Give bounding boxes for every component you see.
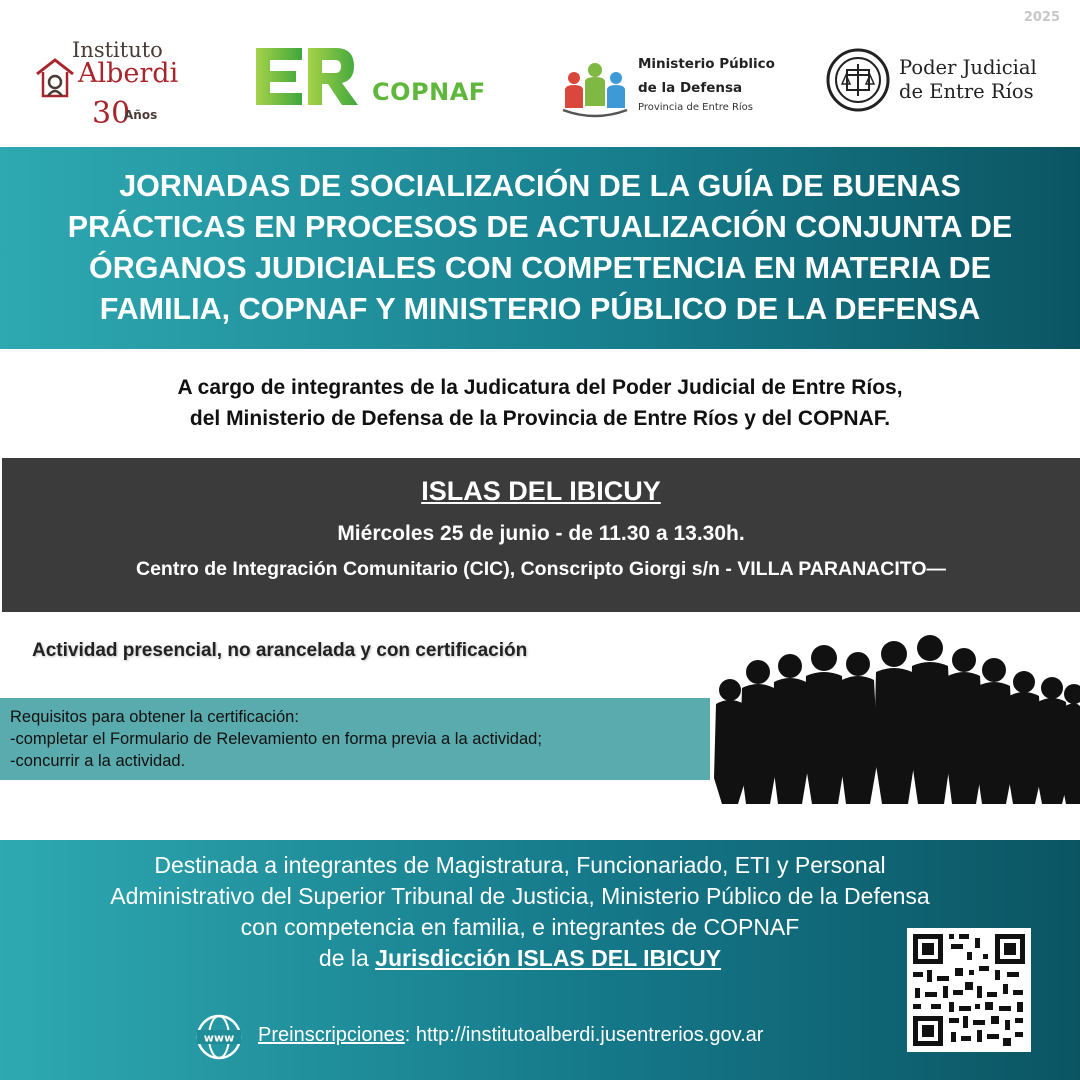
qr-code[interactable]	[907, 928, 1031, 1052]
requirement-item: -completar el Formulario de Relevamiento en forma previa a la actividad;	[10, 730, 542, 748]
requirement-item: -concurrir a la actividad.	[10, 752, 186, 770]
event-place: ISLAS DEL IBICUY	[421, 476, 661, 506]
instituto-alberdi-logo	[34, 38, 204, 130]
preinscripciones-label[interactable]: Preinscripciones	[258, 1024, 405, 1046]
pj-line1: Poder Judicial	[899, 56, 1037, 79]
judicial-seal-icon	[826, 48, 890, 112]
event-location: Centro de Integración Comunitario (CIC), Conscripto Giorgi s/n - VILLA PARANACITO—	[136, 558, 946, 580]
title-line: JORNADAS DE SOCIALIZACIÓN DE LA GUÍA DE BUENAS	[119, 169, 961, 203]
copnaf-logo	[256, 48, 506, 108]
title-line: ÓRGANOS JUDICIALES CON COMPETENCIA EN MATERIA DE	[88, 251, 992, 285]
audience-line4-prefix: de la	[318, 945, 376, 971]
organizers-line: A cargo de integrantes de la Judicatura del Poder Judicial de Entre Ríos,	[177, 376, 903, 399]
ministerio-publico-defensa-logo	[560, 54, 800, 118]
year-label: 2025	[1023, 10, 1060, 25]
activity-modality: Actividad presencial, no arancelada y con certificación	[32, 640, 528, 661]
preinscripciones-separator: :	[404, 1024, 416, 1046]
audience-line	[20, 943, 1020, 974]
mpd-line3: Provincia de Entre Ríos	[638, 102, 754, 113]
alberdi-line2: Alberdi	[78, 58, 179, 89]
crowd-silhouette-image	[712, 628, 1080, 806]
audience-line: Destinada a integrantes de Magistratura, Funcionariado, ETI y Personal	[154, 852, 886, 878]
organizers-text	[60, 372, 1020, 434]
globe-label: www	[203, 1031, 235, 1045]
event-title	[30, 166, 1050, 330]
title-line: FAMILIA, COPNAF Y MINISTERIO PÚBLICO DE LA DEFENSA	[99, 292, 981, 326]
audience-text	[20, 850, 1020, 974]
jurisdiction-link[interactable]: Jurisdicción ISLAS DEL IBICUY	[375, 945, 722, 971]
audience-line: Administrativo del Superior Tribunal de Justicia, Ministerio Público de la Defensa	[110, 883, 930, 909]
alberdi-anniversary-suffix: Años	[124, 108, 158, 122]
title-line: PRÁCTICAS EN PROCESOS DE ACTUALIZACIÓN CONJUNTA DE	[67, 210, 1013, 244]
title-banner	[0, 147, 1080, 349]
pj-line2: de Entre Ríos	[899, 80, 1034, 103]
alberdi-anniversary: 30	[92, 96, 131, 131]
copnaf-name: COPNAF	[372, 78, 486, 106]
event-date: Miércoles 25 de junio - de 11.30 a 13.30h.	[337, 522, 745, 545]
alberdi-line1: Instituto	[72, 38, 163, 62]
preinscripciones-line	[258, 1024, 763, 1047]
alberdi-house-icon	[34, 52, 76, 108]
preinscripciones-url[interactable]: http://institutoalberdi.jusentrerios.gov.ar	[415, 1024, 764, 1046]
event-details-box	[2, 458, 1080, 612]
requirements-box	[0, 698, 710, 780]
organizers-line: del Ministerio de Defensa de la Provincia de Entre Ríos y del COPNAF.	[189, 407, 891, 430]
poder-judicial-logo	[826, 48, 1056, 114]
mpd-line1: Ministerio Público	[638, 56, 775, 72]
audience-line: con competencia en familia, e integrantes de COPNAF	[240, 914, 800, 940]
mpd-line2: de la Defensa	[638, 80, 743, 96]
mpd-people-icon	[560, 58, 630, 118]
er-mark-logo	[256, 48, 360, 106]
requirements-heading: Requisitos para obtener la certificación:	[10, 708, 299, 726]
globe-icon	[195, 1013, 243, 1061]
